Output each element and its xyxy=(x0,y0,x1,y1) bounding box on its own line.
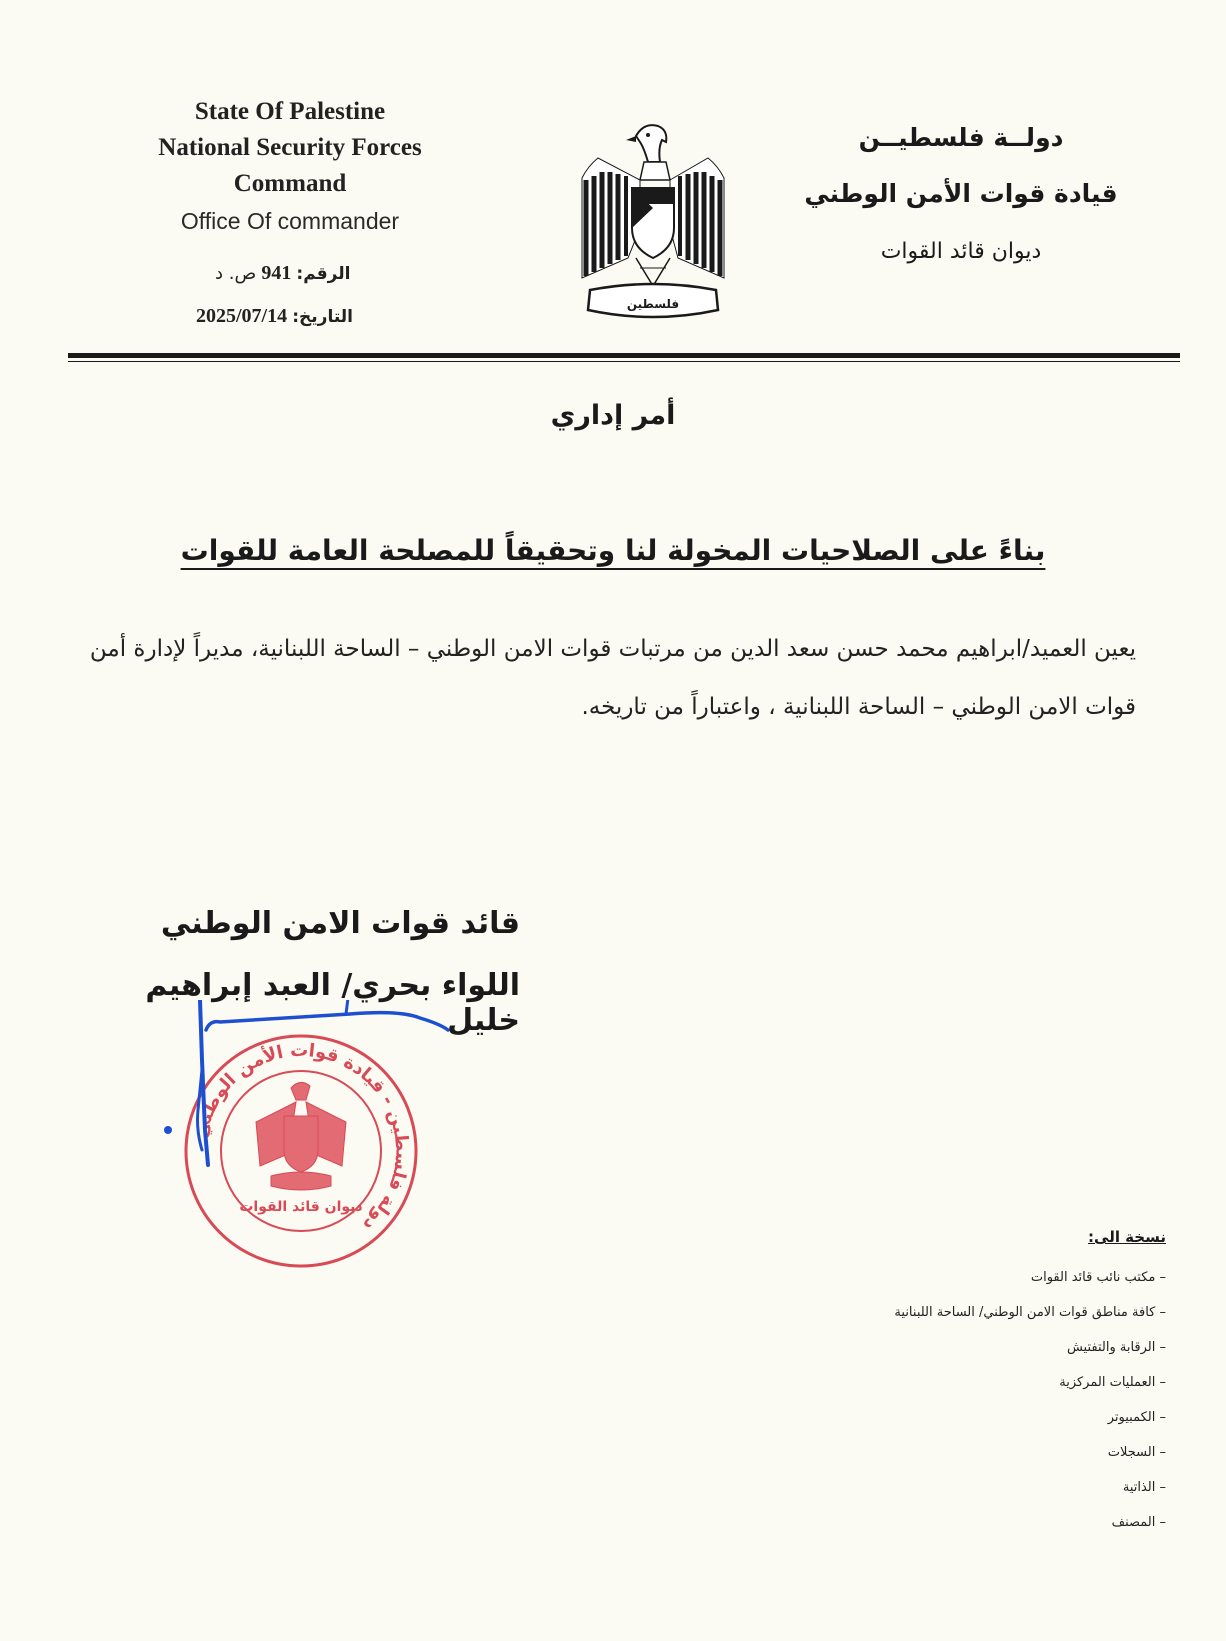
reference-suffix: ص. د xyxy=(215,263,257,284)
en-command: Command xyxy=(233,170,347,197)
document-date xyxy=(196,305,353,328)
stamp-inner-text: ديوان قائد القوات xyxy=(239,1199,363,1215)
reference-label: الرقم: xyxy=(296,264,351,284)
ar-forces-name: قيادة قوات الأمن الوطني xyxy=(804,179,1118,208)
list-item: – العمليات المركزية xyxy=(1059,1375,1166,1390)
date-label: التاريخ: xyxy=(292,307,353,327)
list-item: – مكتب نائب قائد القوات xyxy=(1030,1270,1166,1285)
order-subject-text: بناءً على الصلاحيات المخولة لنا وتحقيقاً للمصلحة العامة للقوات xyxy=(180,534,1046,567)
list-item: – السجلات xyxy=(1107,1445,1166,1460)
emblem-banner-text: فلسطين xyxy=(626,297,680,311)
english-header xyxy=(120,94,460,240)
signatory-title: قائد قوات الامن الوطني xyxy=(160,906,520,941)
stamp-outer-text: دولة فلسطين - قيادة قوات الأمن الوطني xyxy=(190,1039,413,1236)
date-value: 2025/07/14 xyxy=(196,305,288,327)
reference-value: 941 xyxy=(261,262,292,284)
en-office-name: Office Of commander xyxy=(180,208,400,234)
handwritten-signature xyxy=(150,1000,480,1200)
copies-list xyxy=(806,1228,1166,1540)
eagle-emblem xyxy=(578,118,728,323)
list-item: – الذاتية xyxy=(1122,1480,1166,1495)
order-body: يعين العميد/ابراهيم محمد حسن سعد الدين من مرتبات قوات الامن الوطني – الساحة اللبنانية، مديراً لإدارة أمن قوات الامن الوطني – الساحة اللبنانية ، واعتباراً من تاريخه. xyxy=(89,636,1136,720)
en-state-name: State Of Palestine xyxy=(194,98,386,125)
reference-number xyxy=(215,262,350,285)
list-item: – المصنف xyxy=(1111,1515,1166,1530)
copies-title: نسخة الى: xyxy=(1088,1228,1166,1246)
header-divider xyxy=(68,353,1180,358)
signatory-name: اللواء بحري/ العبد إبراهيم خليل xyxy=(145,968,520,1038)
header-divider-thin xyxy=(68,361,1180,362)
copies-recipients xyxy=(806,1260,1166,1540)
ar-state-name: دولــة فلسطيــن xyxy=(858,123,1064,152)
order-title: أمر إداري xyxy=(550,400,676,431)
ar-office-name: ديوان قائد القوات xyxy=(880,239,1042,264)
arabic-header xyxy=(791,110,1131,282)
list-item: – الكمبيوتر xyxy=(1107,1410,1166,1425)
list-item: – الرقابة والتفتيش xyxy=(1066,1340,1166,1355)
order-subject xyxy=(0,534,1226,567)
list-item: – كافة مناطق قوات الامن الوطني/ الساحة اللبنانية xyxy=(894,1305,1166,1320)
en-forces-name: National Security Forces xyxy=(158,134,422,161)
